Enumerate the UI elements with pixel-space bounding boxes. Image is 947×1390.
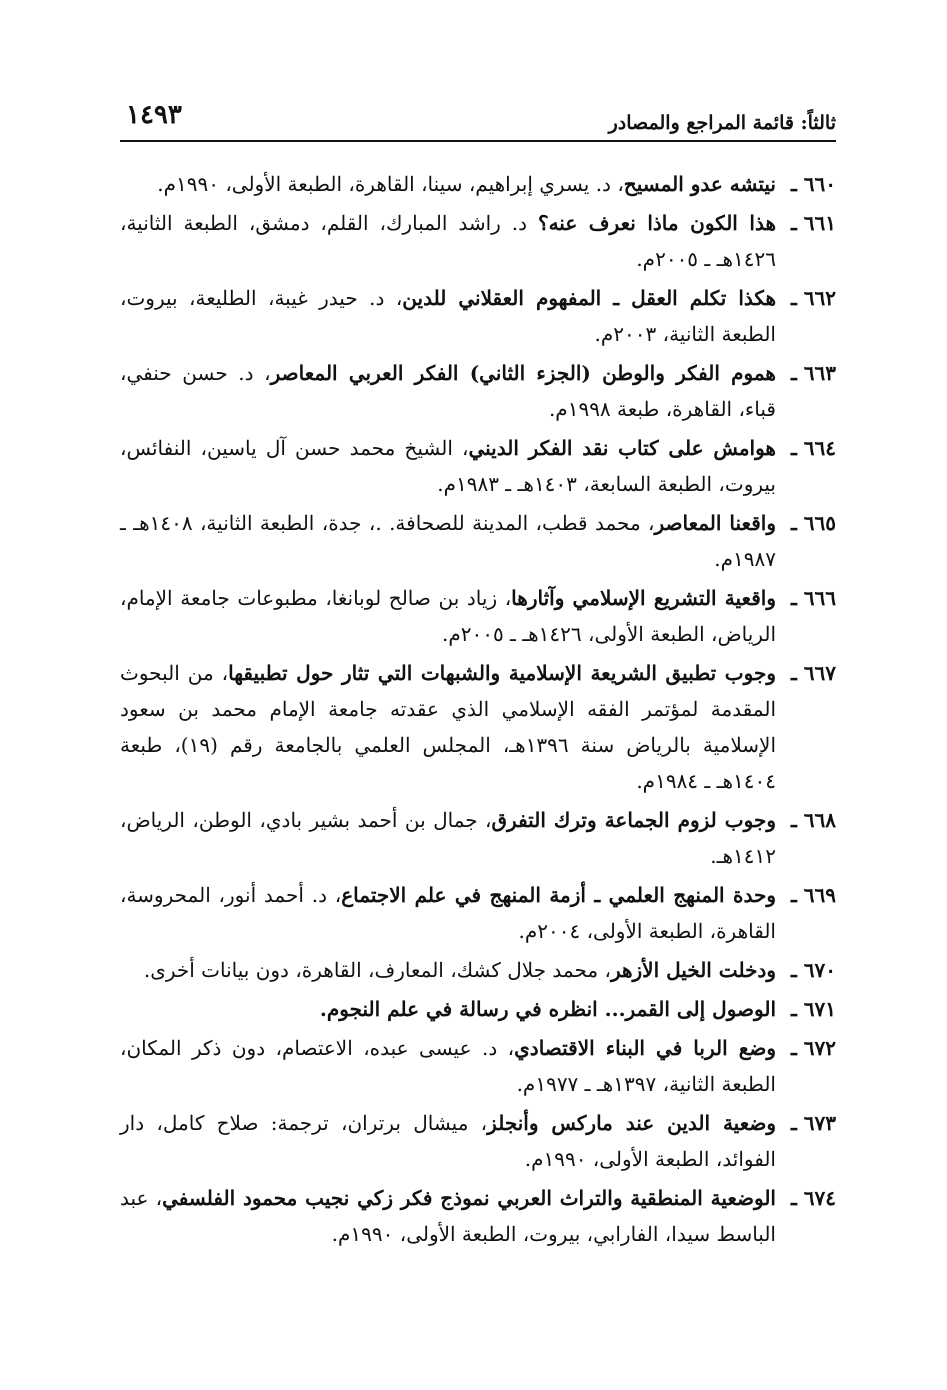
entry-details: ، محمد قطب، المدينة للصحافة. .، جدة، الطبعة الثانية، ١٤٠٨هـ ـ ١٩٨٧م.	[120, 511, 776, 571]
running-head-title: ثالثاً: قائمة المراجع والمصادر	[608, 112, 836, 134]
entry-number: ٦٧٢ ـ	[790, 1036, 836, 1060]
entry-details: ، د. حسن حنفي، قباء، القاهرة، طبعة ١٩٩٨م.	[120, 361, 776, 421]
reference-entry-672	[120, 1030, 836, 1102]
reference-entry-673	[120, 1105, 836, 1177]
entry-title: هموم الفكر والوطن (الجزء الثاني) الفكر العربي المعاصر	[270, 361, 776, 385]
page-number: ١٤٩٣	[126, 100, 182, 130]
page-header	[120, 98, 836, 134]
entry-title: واقعنا المعاصر	[654, 511, 776, 535]
entry-title: الوضعية المنطقية والتراث العربي نموذج فكر زكي نجيب محمود الفلسفي	[162, 1186, 776, 1210]
entry-title: وحدة المنهج العلمي ـ أزمة المنهج في علم الاجتماع	[341, 883, 776, 907]
entry-details: ، من البحوث المقدمة لمؤتمر الفقه الإسلامي الذي عقدته جامعة الإمام محمد بن سعود الإسلامية بالرياض سنة ١٣٩٦هـ، المجلس العلمي بالجامعة رقم (١٩)، طبعة ١٤٠٤هـ ـ ١٩٨٤م.	[120, 661, 777, 793]
entry-details: ، د. أحمد أنور، المحروسة، القاهرة، الطبعة الأولى، ٢٠٠٤م.	[120, 883, 776, 943]
reference-entry-669	[120, 877, 836, 949]
entry-details: ، ميشال برتران، ترجمة: صلاح كامل، دار الفوائد، الطبعة الأولى، ١٩٩٠م.	[120, 1111, 776, 1171]
entry-number: ٦٧١ ـ	[790, 997, 836, 1021]
entry-number: ٦٦٤ ـ	[790, 436, 836, 460]
entry-details: ، د. حيدر غيبة، الطليعة، بيروت، الطبعة الثانية، ٢٠٠٣م.	[120, 286, 776, 346]
reference-entry-671	[120, 991, 836, 1027]
entry-details: ، عبد الباسط سيدا، الفارابي، بيروت، الطبعة الأولى، ١٩٩٠م.	[120, 1186, 776, 1246]
entry-number: ٦٦٩ ـ	[790, 883, 836, 907]
entry-title: واقعية التشريع الإسلامي وآثارها	[511, 586, 776, 610]
entry-number: ٦٦٨ ـ	[790, 808, 836, 832]
entry-details: ، د. يسري إبراهيم، سينا، القاهرة، الطبعة الأولى، ١٩٩٠م.	[157, 172, 624, 196]
reference-entry-666	[120, 580, 836, 652]
entry-number: ٦٦٥ ـ	[790, 511, 836, 535]
entry-number: ٦٧٠ ـ	[790, 958, 836, 982]
reference-entry-668	[120, 802, 836, 874]
entry-title: وجوب لزوم الجماعة وترك التفرق	[491, 808, 776, 832]
reference-list	[120, 166, 836, 1255]
entry-number: ٦٦٠ ـ	[790, 172, 836, 196]
reference-entry-661	[120, 205, 836, 277]
entry-details: د. راشد المبارك، القلم، دمشق، الطبعة الثانية، ١٤٢٦هـ ـ ٢٠٠٥م.	[120, 211, 776, 271]
entry-title: وضعية الدين عند ماركس وأنجلز	[487, 1111, 776, 1135]
entry-details: ، جمال بن أحمد بشير بادي، الوطن، الرياض، ١٤١٢هـ.	[120, 808, 776, 868]
entry-number: ٦٦٢ ـ	[790, 286, 836, 310]
reference-entry-665	[120, 505, 836, 577]
entry-details: ، الشيخ محمد حسن آل ياسين، النفائس، بيروت، الطبعة السابعة، ١٤٠٣هـ ـ ١٩٨٣م.	[120, 436, 776, 496]
entry-number: ٦٦٣ ـ	[790, 361, 836, 385]
entry-title: هذا الكون ماذا نعرف عنه؟	[537, 211, 776, 235]
reference-entry-662	[120, 280, 836, 352]
reference-entry-663	[120, 355, 836, 427]
reference-entry-670	[120, 952, 836, 988]
reference-entry-674	[120, 1180, 836, 1252]
entry-details: ، د. عيسى عبده، الاعتصام، دون ذكر المكان، الطبعة الثانية، ١٣٩٧هـ ـ ١٩٧٧م.	[120, 1036, 776, 1096]
entry-number: ٦٦١ ـ	[790, 211, 836, 235]
entry-title: الوصول إلى القمر... انظره في رسالة في علم النجوم.	[319, 997, 776, 1021]
entry-title: وجوب تطبيق الشريعة الإسلامية والشبهات التي تثار حول تطبيقها	[228, 661, 776, 685]
entry-number: ٦٧٤ ـ	[790, 1186, 836, 1210]
entry-details: ، محمد جلال كشك، المعارف، القاهرة، دون بيانات أخرى.	[143, 958, 611, 982]
entry-title: نيتشه عدو المسيح	[623, 172, 776, 196]
entry-details: ، زياد بن صالح لوبانغا، مطبوعات جامعة الإمام، الرياض، الطبعة الأولى، ١٤٢٦هـ ـ ٢٠٠٥م.	[120, 586, 776, 646]
entry-title: هوامش على كتاب نقد الفكر الديني	[468, 436, 776, 460]
entry-title: وضع الربا في البناء الاقتصادي	[514, 1036, 776, 1060]
entry-number: ٦٦٧ ـ	[790, 661, 836, 685]
reference-entry-667	[120, 655, 836, 799]
entry-title: ودخلت الخيل الأزهر	[610, 958, 776, 982]
reference-entry-660	[120, 166, 836, 202]
entry-number: ٦٧٣ ـ	[790, 1111, 836, 1135]
reference-entry-664	[120, 430, 836, 502]
entry-number: ٦٦٦ ـ	[790, 586, 836, 610]
entry-title: هكذا تكلم العقل ـ المفهوم العقلاني للدين	[402, 286, 776, 310]
header-rule	[120, 140, 836, 142]
